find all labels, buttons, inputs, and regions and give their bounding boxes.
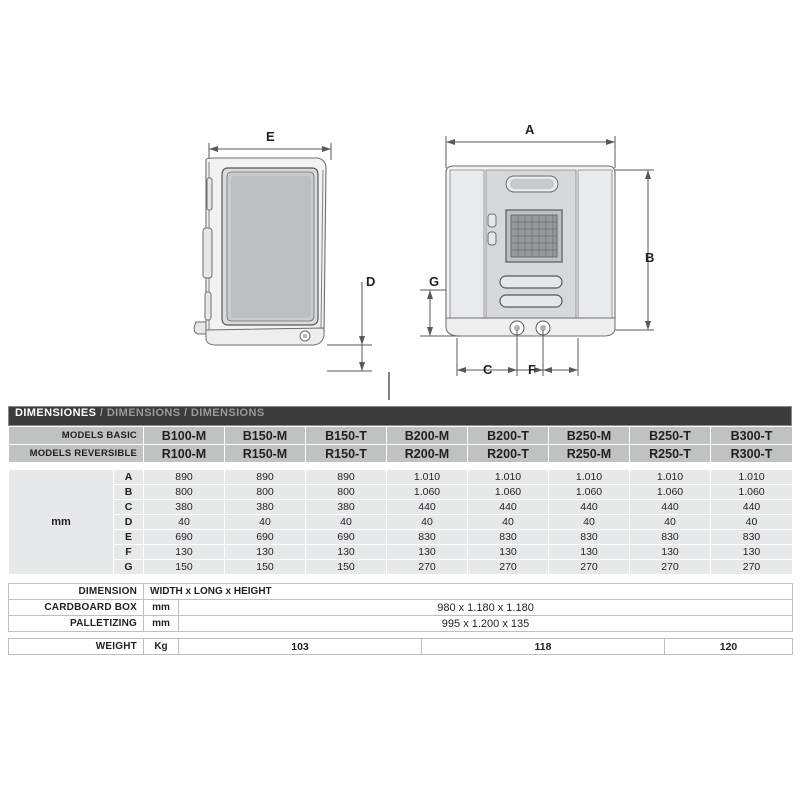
dimension-values-table [8,469,793,575]
model-reversible-cell: R200-T [468,445,549,463]
dimension-label-G: G [429,274,440,289]
models-reversible-row [9,445,793,463]
table-row [9,560,793,575]
cell-value: 890 [306,470,387,485]
section-title-separator-2: / [183,407,188,419]
dimensions-section-header [8,406,792,426]
row-letter: G [114,560,144,575]
row-letter: A [114,470,144,485]
cell-value: 1.060 [468,485,549,500]
cell-value: 130 [144,545,225,560]
cell-value: 150 [306,560,387,575]
section-title-es: DIMENSIONES [15,407,97,419]
row-letter: D [114,515,144,530]
table-row [9,600,793,616]
model-basic-cell: B150-T [306,427,387,445]
model-reversible-cell: R250-T [630,445,711,463]
cell-value: 830 [549,530,630,545]
model-reversible-cell: R200-M [387,445,468,463]
cardboard-box-value: 980 x 1.180 x 1.180 [179,600,793,616]
table-row [9,530,793,545]
models-basic-row [9,427,793,445]
cell-value: 830 [630,530,711,545]
table-row [9,515,793,530]
cell-value: 800 [225,485,306,500]
cell-value: 40 [144,515,225,530]
cell-value: 800 [144,485,225,500]
dimension-label: DIMENSION [9,584,144,600]
cell-value: 1.060 [387,485,468,500]
cell-value: 270 [468,560,549,575]
weight-value: 103 [179,639,422,655]
model-basic-cell: B200-M [387,427,468,445]
cell-value: 40 [225,515,306,530]
table-row [9,584,793,600]
cell-value: 830 [387,530,468,545]
cell-value: 270 [387,560,468,575]
table-row [9,485,793,500]
cell-value: 130 [549,545,630,560]
cell-value: 440 [387,500,468,515]
cell-value: 380 [225,500,306,515]
weight-unit: Kg [144,639,179,655]
cell-value: 440 [468,500,549,515]
table-row [9,545,793,560]
cell-value: 270 [630,560,711,575]
packaging-table [8,583,793,632]
cell-value: 890 [225,470,306,485]
section-title-fr: DIMENSIONS [190,407,265,419]
cell-value: 40 [387,515,468,530]
cell-value: 890 [144,470,225,485]
cell-value: 440 [711,500,793,515]
dimension-label-F: F [528,362,537,377]
model-basic-cell: B250-M [549,427,630,445]
cell-value: 1.060 [549,485,630,500]
table-row [9,500,793,515]
palletizing-label: PALLETIZING [9,616,144,632]
models-reversible-label: MODELS REVERSIBLE [9,445,144,463]
table-row [9,639,793,655]
dimensions-table-wrap [8,406,792,655]
cell-value: 440 [549,500,630,515]
cell-value: 690 [144,530,225,545]
cell-value: 1.010 [630,470,711,485]
dimension-label-B: B [645,250,655,265]
dimension-label-A: A [525,122,535,137]
model-reversible-cell: R250-M [549,445,630,463]
model-reversible-cell: R150-T [306,445,387,463]
palletizing-unit: mm [144,616,179,632]
cell-value: 40 [306,515,387,530]
front-view-drawing [400,0,800,400]
dimension-label-E: E [266,129,276,144]
weight-value: 118 [422,639,665,655]
cell-value: 40 [630,515,711,530]
table-row [9,470,793,485]
models-table [8,426,793,463]
models-basic-label: MODELS BASIC [9,427,144,445]
cell-value: 150 [144,560,225,575]
cell-value: 270 [711,560,793,575]
dimension-label-C: C [483,362,493,377]
cell-value: 130 [711,545,793,560]
side-view-drawing [0,0,400,400]
cell-value: 380 [306,500,387,515]
cell-value: 40 [549,515,630,530]
cell-value: 1.010 [387,470,468,485]
section-title-en: DIMENSIONS [106,407,181,419]
cell-value: 800 [306,485,387,500]
packaging-weight-table-wrap [8,583,792,655]
weight-value: 120 [665,639,793,655]
cell-value: 130 [468,545,549,560]
cell-value: 130 [387,545,468,560]
cell-value: 130 [225,545,306,560]
cardboard-box-unit: mm [144,600,179,616]
cell-value: 830 [711,530,793,545]
cell-value: 1.010 [711,470,793,485]
row-letter: B [114,485,144,500]
model-basic-cell: B100-M [144,427,225,445]
cell-value: 690 [306,530,387,545]
model-reversible-cell: R100-M [144,445,225,463]
cell-value: 130 [306,545,387,560]
model-basic-cell: B250-T [630,427,711,445]
row-letter: F [114,545,144,560]
model-reversible-cell: R300-T [711,445,793,463]
cell-value: 130 [630,545,711,560]
model-reversible-cell: R150-M [225,445,306,463]
dimension-format-value: WIDTH x LONG x HEIGHT [144,584,793,600]
row-letter: E [114,530,144,545]
cell-value: 830 [468,530,549,545]
palletizing-value: 995 x 1.200 x 135 [179,616,793,632]
row-letter: C [114,500,144,515]
cell-value: 1.010 [468,470,549,485]
cell-value: 690 [225,530,306,545]
table-row [9,616,793,632]
unit-mm-cell: mm [9,470,114,575]
cell-value: 40 [711,515,793,530]
cell-value: 270 [549,560,630,575]
cell-value: 40 [468,515,549,530]
weight-label: WEIGHT [9,639,144,655]
cell-value: 1.060 [630,485,711,500]
cell-value: 1.010 [549,470,630,485]
cell-value: 440 [630,500,711,515]
model-basic-cell: B200-T [468,427,549,445]
cardboard-box-label: CARDBOARD BOX [9,600,144,616]
weight-table [8,638,793,655]
section-title-separator-1: / [99,407,104,419]
cell-value: 150 [225,560,306,575]
cell-value: 380 [144,500,225,515]
model-basic-cell: B150-M [225,427,306,445]
cell-value: 1.060 [711,485,793,500]
dimension-label-D: D [366,274,376,289]
model-basic-cell: B300-T [711,427,793,445]
